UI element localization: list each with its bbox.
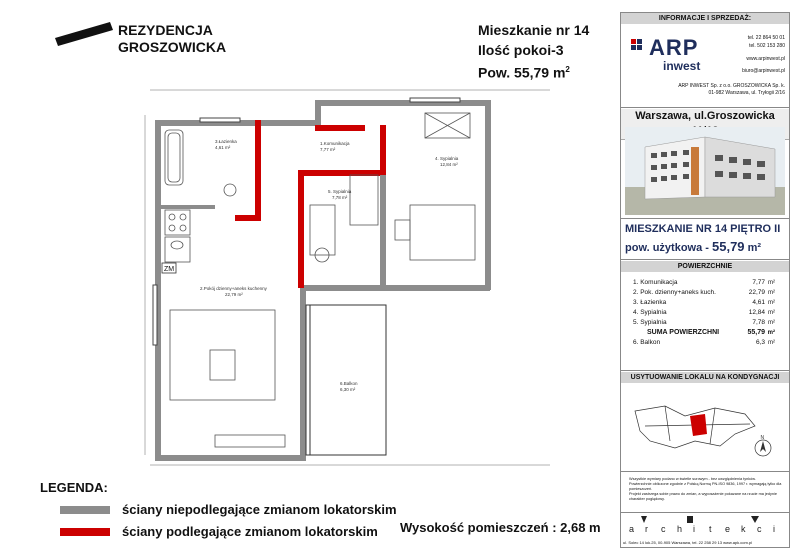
room-area: 7,77 m² xyxy=(320,147,336,152)
development-logo-mark xyxy=(55,20,115,50)
floor-location-plan xyxy=(625,386,785,470)
company-info xyxy=(678,83,785,97)
building-rendering-image xyxy=(625,127,785,215)
address-section xyxy=(621,109,789,219)
info-panel xyxy=(620,12,790,548)
sales-section xyxy=(621,13,789,108)
development-title-line1: REZYDENCJA xyxy=(118,22,213,38)
apartment-area: Pow. 55,79 $m^2$ xyxy=(478,64,570,81)
company-line: ARP INWEST Sp. z o.o. GROSZOWICKA Sp. k. xyxy=(678,83,785,89)
area-row: 3. Łazienka 4,61 m² xyxy=(633,299,775,306)
svg-text:i: i xyxy=(693,524,695,534)
note-item: Wszystkie wymiary podano w świetle surowym - bez uwzględnienia tynków. xyxy=(629,477,756,481)
legend-title: LEGENDA: xyxy=(40,480,108,495)
room-label: 6.Balkon xyxy=(340,381,358,386)
apartment-summary xyxy=(621,220,789,260)
building-address: Warszawa, ul.Groszowicka xyxy=(621,109,789,140)
architect-address: ul. Solec 14 lok.25, 00-905 Warszawa, tel. 22 258 29 13 www.apk.com.pl xyxy=(623,540,753,545)
company-line: 01-982 Warszawa, ul. Tryłogii 2/16 xyxy=(708,90,785,96)
brand-sub: inwest xyxy=(663,59,701,73)
notes-section xyxy=(621,473,789,513)
svg-text:e: e xyxy=(725,524,731,534)
svg-text:h: h xyxy=(677,524,683,534)
architect-logo xyxy=(621,514,789,538)
room-label: 3.Łazienka xyxy=(215,139,237,144)
areas-header: POWIERZCHNIE xyxy=(621,261,789,272)
legend-item-label: ściany niepodlegające zmianom lokatorskim xyxy=(122,502,397,517)
apartment-floor: MIESZKANIE NR 14 PIĘTRO II xyxy=(625,223,781,235)
note-item: Projekt zastrzega sobie prawo do zmian, a wyposażenie pokazane na rzucie ma jedynie charakter poglądowy. xyxy=(629,492,777,501)
area-row: 2. Pok. dzienny+aneks kuch. 22,79 m² xyxy=(633,289,775,296)
contact-email[interactable]: biuro@arpinwest.pl xyxy=(742,68,785,74)
floor-plan xyxy=(140,85,560,470)
apartment-number: Mieszkanie nr 14 xyxy=(478,22,590,38)
usable-area: pow. użytkowa - 55,79 m² xyxy=(625,239,762,254)
areas-section xyxy=(621,261,789,371)
svg-text:t: t xyxy=(709,524,712,534)
svg-text:c: c xyxy=(661,524,666,534)
room-area: 22,79 m² xyxy=(225,292,243,297)
room-area: 4,61 m² xyxy=(215,145,231,150)
svg-text:i: i xyxy=(773,524,775,534)
north-label: N xyxy=(760,435,765,441)
room-count: Ilość pokoi-3 xyxy=(478,42,564,58)
area-row: 5. Sypialnia 7,78 m² xyxy=(633,319,775,326)
svg-text:a: a xyxy=(629,524,635,534)
area-row: 1. Komunikacja 7,77 m² xyxy=(633,279,775,286)
site-location-section xyxy=(621,372,789,472)
legend-item-label: ściany podlegające zmianom lokatorskim xyxy=(122,524,378,539)
svg-text:c: c xyxy=(757,524,762,534)
area-sum-row: SUMA POWIERZCHNI 55,79 m² xyxy=(647,329,775,336)
contact-phone-1: tel. 22 864 50 01 xyxy=(747,35,785,41)
balcony-row: 6. Balkon 6,3 m² xyxy=(633,339,775,346)
apartment-info xyxy=(478,20,589,83)
site-header: USYTUOWANIE LOKALU NA KONDYGNACJI xyxy=(621,372,789,383)
room-label: 2.Pokój dzienny+aneks kuchenny xyxy=(200,286,267,291)
contact-phone-2: tel. 502 153 280 xyxy=(749,43,785,49)
development-title xyxy=(118,22,318,56)
legend-item-fixed-walls xyxy=(60,502,397,517)
room-label: 5. Sypialnia xyxy=(328,189,352,194)
room-area: 12,84 m² xyxy=(440,162,458,167)
svg-text:r: r xyxy=(645,524,648,534)
area-row: 4. Sypialnia 12,84 m² xyxy=(633,309,775,316)
note-item: Powierzchnie obliczone zgodnie z Polską Normą PN-ISO 9836, 1997 r. wymagają tylko dla pomieszczeń. xyxy=(629,482,782,491)
room-area: 6,30 m² xyxy=(340,387,356,392)
development-title-line2: GROSZOWICKA xyxy=(118,39,227,55)
zm-label: ZM xyxy=(164,266,175,273)
room-area: 7,78 m² xyxy=(332,195,348,200)
architect-section xyxy=(621,514,789,548)
room-label: 4. Sypialnia xyxy=(435,156,459,161)
room-label: 1.Komunikacja xyxy=(320,141,350,146)
svg-text:k: k xyxy=(741,524,746,534)
sales-header: INFORMACJE I SPRZEDAŻ: xyxy=(621,13,789,24)
legend-item-changeable-walls xyxy=(60,524,378,539)
brand-name: ARP xyxy=(649,35,699,60)
room-height-note: Wysokość pomieszczeń : 2,68 m xyxy=(400,520,601,535)
contact-web[interactable]: www.arpinwest.pl xyxy=(746,56,785,62)
legend-swatch-red xyxy=(60,528,110,536)
legend-swatch-gray xyxy=(60,506,110,514)
